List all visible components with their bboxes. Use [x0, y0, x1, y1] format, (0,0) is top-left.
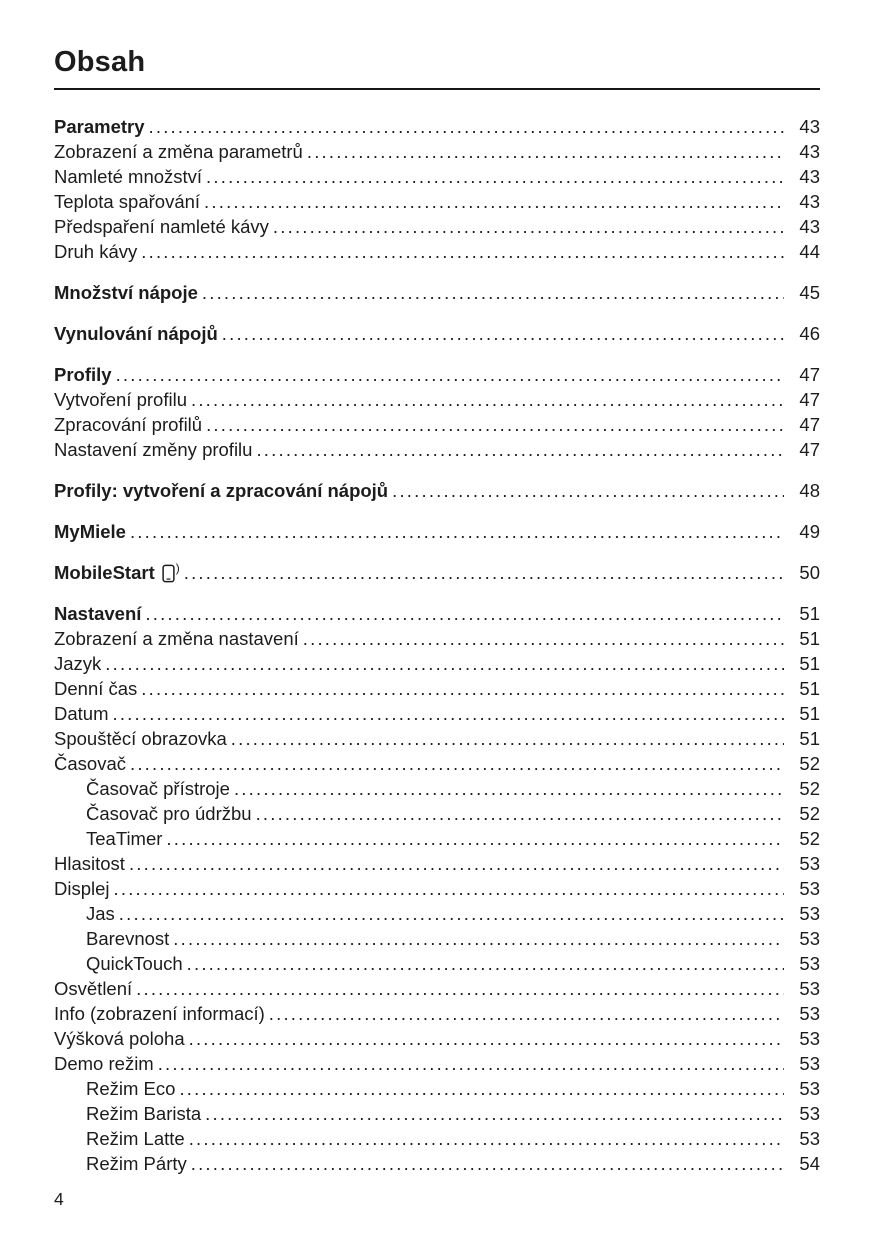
dot-leader [136, 976, 784, 1001]
dot-leader [307, 139, 784, 164]
toc-entry-page: 45 [799, 282, 820, 304]
toc-entry-label: Jas [86, 903, 115, 925]
toc-entry-page: 43 [799, 216, 820, 238]
toc-entry-page: 49 [799, 521, 820, 543]
toc-entry-page: 53 [799, 1028, 820, 1050]
toc-entry [54, 478, 820, 503]
dot-leader [129, 851, 784, 876]
toc-entry-page: 54 [799, 1153, 820, 1175]
toc-entry [54, 214, 820, 239]
dot-leader [184, 560, 784, 585]
dot-leader [149, 114, 784, 139]
toc-entry-label: Parametry [54, 116, 145, 138]
toc-entry-page: 53 [799, 1003, 820, 1025]
dot-leader [273, 214, 784, 239]
dot-leader [187, 951, 784, 976]
toc-entry-page: 53 [799, 1103, 820, 1125]
toc-entry-page: 52 [799, 828, 820, 850]
toc-entry-page: 53 [799, 928, 820, 950]
toc-entry-page: 52 [799, 803, 820, 825]
footnote-marker: ) [175, 561, 180, 576]
dot-leader [269, 1001, 784, 1026]
toc-entry-page: 51 [799, 678, 820, 700]
dot-leader [303, 626, 784, 651]
toc-entry-page: 53 [799, 978, 820, 1000]
dot-leader [231, 726, 784, 751]
toc-entry [54, 1151, 820, 1176]
dot-leader [114, 876, 784, 901]
toc-entry-label: Výšková poloha [54, 1028, 185, 1050]
toc-entry-page: 44 [799, 241, 820, 263]
dot-leader [191, 1151, 784, 1176]
toc-entry [54, 826, 820, 851]
toc-entry-page: 53 [799, 878, 820, 900]
toc-entry-page: 53 [799, 1053, 820, 1075]
toc-entry-page: 43 [799, 166, 820, 188]
toc-entry-page: 52 [799, 753, 820, 775]
toc-entry [54, 601, 820, 626]
toc-entry-label: TeaTimer [86, 828, 163, 850]
dot-leader [392, 478, 784, 503]
toc-entry-page: 53 [799, 953, 820, 975]
toc-entry [54, 651, 820, 676]
toc-entry-page: 50 [799, 562, 820, 584]
toc-entry-label: Teplota spařování [54, 191, 201, 213]
toc-entry [54, 114, 820, 139]
toc-entry [54, 726, 820, 751]
dot-leader [166, 826, 784, 851]
toc-entry [54, 189, 820, 214]
toc-entry [54, 876, 820, 901]
dot-leader [158, 1051, 784, 1076]
toc-entry-label: Info (zobrazení informací) [54, 1003, 265, 1025]
toc-entry-page: 43 [799, 191, 820, 213]
toc-entry-label: Vytvoření profilu [54, 389, 187, 411]
toc-entry-page: 51 [799, 703, 820, 725]
toc-entry-label: Osvětlení [54, 978, 133, 1000]
dot-leader [179, 1076, 784, 1101]
dot-leader [206, 412, 784, 437]
toc-entry-label: Režim Barista [86, 1103, 202, 1125]
toc-entry-page: 52 [799, 778, 820, 800]
toc-entry-label: Demo režim [54, 1053, 154, 1075]
toc-entry-label: MyMiele [54, 521, 126, 543]
toc-entry-page: 47 [799, 364, 820, 386]
dot-leader [189, 1026, 784, 1051]
toc-entry [54, 239, 820, 264]
toc-entry-label: Nastavení [54, 603, 142, 625]
dot-leader [234, 776, 784, 801]
dot-leader [130, 519, 784, 544]
dot-leader [173, 926, 784, 951]
toc-entry [54, 387, 820, 412]
dot-leader [113, 701, 785, 726]
toc-entry-label: Režim Latte [86, 1128, 185, 1150]
toc-entry-page: 46 [799, 323, 820, 345]
dot-leader [222, 321, 784, 346]
toc-entry [54, 1126, 820, 1151]
toc-entry-label: Namleté množství [54, 166, 203, 188]
dot-leader [105, 651, 784, 676]
dot-leader [202, 280, 784, 305]
toc-entry-label: Druh kávy [54, 241, 138, 263]
dot-leader [141, 239, 784, 264]
toc-entry [54, 519, 820, 544]
toc-entry-label: QuickTouch [86, 953, 183, 975]
toc-entry [54, 901, 820, 926]
toc-entry [54, 1101, 820, 1126]
toc-entry-label: Vynulování nápojů [54, 323, 218, 345]
toc-entry-page: 48 [799, 480, 820, 502]
dot-leader [145, 601, 784, 626]
toc-entry-label: MobileStart [54, 562, 155, 584]
toc-entry [54, 1076, 820, 1101]
dot-leader [116, 362, 784, 387]
toc-entry [54, 801, 820, 826]
toc-entry [54, 412, 820, 437]
smartphone-icon [162, 564, 175, 583]
toc-entry [54, 676, 820, 701]
toc-entry-page: 53 [799, 1078, 820, 1100]
toc-entry [54, 321, 820, 346]
toc-entry [54, 626, 820, 651]
page-title: Obsah [54, 46, 146, 78]
toc-entry [54, 362, 820, 387]
toc-entry-label: Profily: vytvoření a zpracování nápojů [54, 480, 389, 502]
dot-leader [189, 1126, 784, 1151]
toc-entry [54, 560, 820, 585]
toc-entry [54, 776, 820, 801]
table-of-contents [54, 114, 820, 1176]
toc-entry-label: Režim Eco [86, 1078, 176, 1100]
toc-entry-label: Profily [54, 364, 112, 386]
toc-entry-label: Barevnost [86, 928, 170, 950]
toc-entry-page: 51 [799, 653, 820, 675]
toc-entry [54, 1026, 820, 1051]
toc-entry [54, 951, 820, 976]
toc-entry-page: 53 [799, 1128, 820, 1150]
toc-entry-label: Zpracování profilů [54, 414, 203, 436]
toc-entry-page: 43 [799, 141, 820, 163]
toc-entry-label: Nastavení změny profilu [54, 439, 253, 461]
toc-entry-label: Množství nápoje [54, 282, 198, 304]
toc-entry [54, 751, 820, 776]
toc-entry-page: 43 [799, 116, 820, 138]
toc-entry-page: 51 [799, 628, 820, 650]
toc-entry-label: Datum [54, 703, 109, 725]
footer-page-number: 4 [54, 1189, 64, 1209]
toc-entry-label: Režim Párty [86, 1153, 187, 1175]
toc-entry-page: 47 [799, 439, 820, 461]
toc-entry-label: Zobrazení a změna nastavení [54, 628, 299, 650]
toc-entry-page: 47 [799, 389, 820, 411]
dot-leader [191, 387, 784, 412]
toc-entry-page: 53 [799, 853, 820, 875]
dot-leader [204, 189, 784, 214]
dot-leader [119, 901, 784, 926]
toc-entry [54, 280, 820, 305]
toc-entry-label: Displej [54, 878, 110, 900]
toc-entry-label: Jazyk [54, 653, 102, 675]
dot-leader [256, 801, 784, 826]
toc-entry-label: Časovač pro údržbu [86, 803, 252, 825]
dot-leader [130, 751, 784, 776]
toc-entry-page: 51 [799, 603, 820, 625]
toc-entry [54, 164, 820, 189]
toc-entry [54, 851, 820, 876]
dot-leader [256, 437, 784, 462]
toc-entry-label: Hlasitost [54, 853, 125, 875]
toc-entry [54, 437, 820, 462]
title-divider [54, 88, 820, 90]
toc-entry [54, 926, 820, 951]
toc-entry-label: Časovač přístroje [86, 778, 230, 800]
toc-entry-label: Časovač [54, 753, 126, 775]
toc-entry-page: 51 [799, 728, 820, 750]
toc-entry-label: Spouštěcí obrazovka [54, 728, 227, 750]
dot-leader [141, 676, 784, 701]
dot-leader [205, 1101, 784, 1126]
toc-entry [54, 139, 820, 164]
toc-entry-page: 53 [799, 903, 820, 925]
toc-entry-label: Předspaření namleté kávy [54, 216, 269, 238]
dot-leader [206, 164, 784, 189]
toc-entry-page: 47 [799, 414, 820, 436]
toc-entry [54, 1051, 820, 1076]
toc-entry-label: Zobrazení a změna parametrů [54, 141, 303, 163]
toc-entry-label: Denní čas [54, 678, 138, 700]
toc-entry [54, 976, 820, 1001]
toc-entry [54, 1001, 820, 1026]
toc-entry [54, 701, 820, 726]
